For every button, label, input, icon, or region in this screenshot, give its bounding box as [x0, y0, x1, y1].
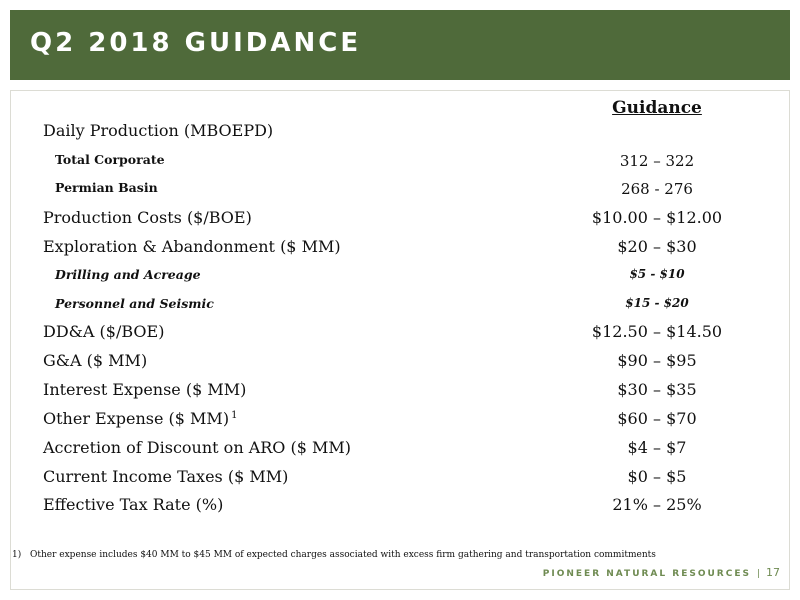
table-row	[0, 121, 800, 145]
table-row	[0, 208, 800, 232]
table-row	[0, 351, 800, 375]
row-label-text: Other Expense ($ MM)	[43, 409, 230, 428]
row-label: Drilling and Acreage	[55, 267, 201, 282]
row-label: Daily Production (MBOEPD)	[43, 121, 274, 140]
row-value: 268 - 276	[621, 180, 693, 198]
table-row	[0, 467, 800, 491]
row-label: Current Income Taxes ($ MM)	[43, 467, 289, 486]
row-label: Production Costs ($/BOE)	[43, 208, 252, 227]
row-label: G&A ($ MM)	[43, 351, 148, 370]
table-row	[0, 495, 800, 519]
row-value: $90 – $95	[617, 351, 697, 370]
row-value: $15 - $20	[625, 296, 689, 310]
row-label: Effective Tax Rate (%)	[43, 495, 224, 514]
title-bar	[10, 10, 790, 80]
row-value: $12.50 – $14.50	[591, 322, 723, 341]
footer-brand	[543, 569, 768, 579]
row-label: Personnel and Seismic	[55, 296, 214, 311]
row-label: Interest Expense ($ MM)	[43, 380, 247, 399]
row-value: $0 – $5	[627, 467, 687, 486]
row-label	[43, 409, 237, 428]
row-value: $5 - $10	[629, 267, 685, 281]
guidance-column-header: Guidance	[612, 98, 702, 118]
row-label: Exploration & Abandonment ($ MM)	[43, 237, 341, 256]
table-row	[0, 237, 800, 261]
company-name: PIONEER NATURAL RESOURCES	[542, 569, 751, 579]
table-row	[0, 267, 800, 291]
row-value: $30 – $35	[617, 380, 697, 399]
footnote-number: 1)	[12, 550, 22, 560]
footnote-text: Other expense includes $40 MM to $45 MM of expected charges associated with excess firm gathering and transportation commitments	[30, 550, 656, 560]
table-row	[0, 322, 800, 346]
row-label: Permian Basin	[55, 180, 158, 195]
row-value: $20 – $30	[617, 237, 697, 256]
row-value: 312 – 322	[619, 152, 695, 170]
row-value: $10.00 – $12.00	[591, 208, 723, 227]
row-value: 21% – 25%	[612, 495, 702, 514]
row-label: DD&A ($/BOE)	[43, 322, 165, 341]
table-row	[0, 409, 800, 433]
table-row	[0, 152, 800, 176]
table-row	[0, 180, 800, 204]
table-row	[0, 296, 800, 320]
row-label: Accretion of Discount on ARO ($ MM)	[43, 438, 352, 457]
row-label: Total Corporate	[55, 152, 165, 167]
footnote	[12, 550, 656, 560]
table-row	[0, 380, 800, 404]
page-title: Q2 2018 GUIDANCE	[30, 28, 362, 58]
footer-separator: |	[756, 569, 762, 579]
row-value: $60 – $70	[617, 409, 697, 428]
page-number: 17	[766, 566, 780, 579]
table-row	[0, 438, 800, 462]
row-value: $4 – $7	[627, 438, 687, 457]
footnote-marker: 1	[231, 409, 238, 421]
